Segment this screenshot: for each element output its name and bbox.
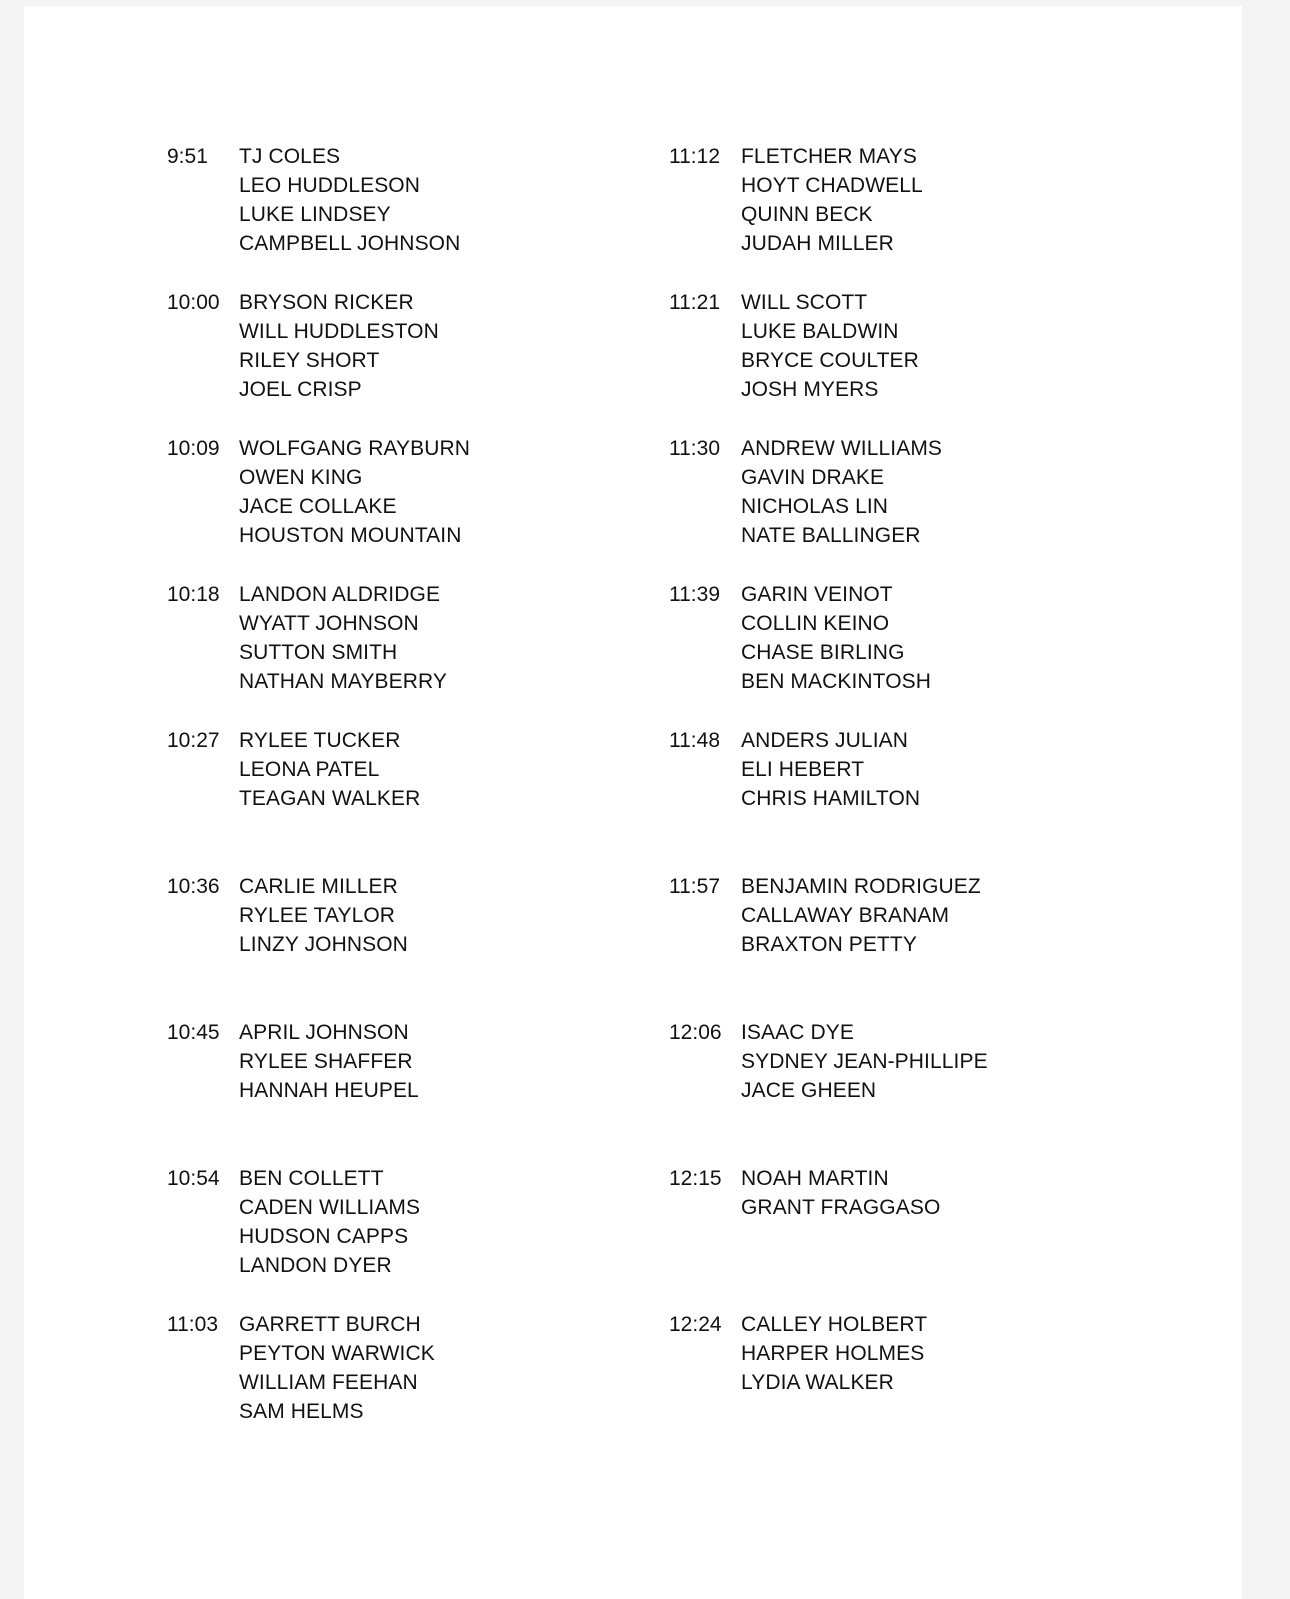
player-list <box>741 1018 988 1105</box>
player-name: RYLEE SHAFFER <box>239 1050 413 1073</box>
tee-time-group <box>669 872 1149 1018</box>
player-list <box>741 142 923 258</box>
player-name: JOSH MYERS <box>741 378 879 401</box>
player-name: APRIL JOHNSON <box>239 1021 409 1044</box>
player-list <box>239 1310 435 1426</box>
player-name: CALLEY HOLBERT <box>741 1313 928 1336</box>
tee-time-group <box>669 142 1149 288</box>
player-name: PEYTON WARWICK <box>239 1342 435 1365</box>
player-list <box>741 434 942 550</box>
player-name: GAVIN DRAKE <box>741 466 885 489</box>
tee-time: 11:21 <box>669 291 720 314</box>
tee-time-group <box>167 288 647 434</box>
player-name: SYDNEY JEAN-PHILLIPE <box>741 1050 988 1073</box>
player-name: FLETCHER MAYS <box>741 145 917 168</box>
player-name: QUINN BECK <box>741 203 873 226</box>
player-name: RYLEE TAYLOR <box>239 904 396 927</box>
tee-time: 10:45 <box>167 1021 220 1044</box>
tee-time-group <box>669 580 1149 726</box>
player-name: ANDERS JULIAN <box>741 729 909 752</box>
tee-time: 12:15 <box>669 1167 722 1190</box>
player-name: HOUSTON MOUNTAIN <box>239 524 462 547</box>
player-name: CHRIS HAMILTON <box>741 787 921 810</box>
tee-time: 12:06 <box>669 1021 722 1044</box>
player-name: HOYT CHADWELL <box>741 174 923 197</box>
schedule-column-left <box>167 142 647 1456</box>
tee-time-group <box>669 726 1149 872</box>
player-name: CADEN WILLIAMS <box>239 1196 421 1219</box>
player-list <box>239 1164 420 1280</box>
tee-time-group <box>167 1164 647 1310</box>
player-name: NATHAN MAYBERRY <box>239 670 448 693</box>
tee-time-group <box>167 726 647 872</box>
player-list <box>239 872 408 959</box>
tee-time: 10:54 <box>167 1167 220 1190</box>
player-name: SAM HELMS <box>239 1400 364 1423</box>
player-name: HANNAH HEUPEL <box>239 1079 419 1102</box>
tee-time-group <box>167 872 647 1018</box>
player-list <box>239 726 420 813</box>
player-name: RILEY SHORT <box>239 349 380 372</box>
player-name: ISAAC DYE <box>741 1021 854 1044</box>
player-name: LUKE BALDWIN <box>741 320 899 343</box>
tee-time: 10:09 <box>167 437 220 460</box>
player-list <box>741 1310 927 1397</box>
tee-time: 11:30 <box>669 437 720 460</box>
player-name: NOAH MARTIN <box>741 1167 889 1190</box>
player-list <box>741 288 919 404</box>
tee-time-group <box>167 142 647 288</box>
tee-time: 10:36 <box>167 875 220 898</box>
player-name: GARIN VEINOT <box>741 583 893 606</box>
tee-time-group <box>669 434 1149 580</box>
player-name: LANDON DYER <box>239 1254 392 1277</box>
player-name: BEN MACKINTOSH <box>741 670 932 693</box>
tee-time: 11:39 <box>669 583 720 606</box>
tee-time: 10:18 <box>167 583 220 606</box>
player-list <box>239 1018 419 1105</box>
player-list <box>741 580 931 696</box>
tee-time: 11:12 <box>669 145 720 168</box>
tee-time: 11:03 <box>167 1313 218 1336</box>
tee-time-group <box>669 1164 1149 1310</box>
tee-time-group <box>167 1018 647 1164</box>
tee-time: 10:00 <box>167 291 220 314</box>
player-name: BRYSON RICKER <box>239 291 414 314</box>
tee-time: 12:24 <box>669 1313 722 1336</box>
player-name: HUDSON CAPPS <box>239 1225 409 1248</box>
player-name: RYLEE TUCKER <box>239 729 401 752</box>
tee-time: 9:51 <box>167 145 208 168</box>
tee-time: 10:27 <box>167 729 220 752</box>
player-name: JACE COLLAKE <box>239 495 397 518</box>
tee-time: 11:57 <box>669 875 720 898</box>
tee-time-group <box>669 288 1149 434</box>
player-name: LINZY JOHNSON <box>239 933 408 956</box>
player-list <box>239 142 460 258</box>
player-name: TEAGAN WALKER <box>239 787 421 810</box>
player-name: BEN COLLETT <box>239 1167 384 1190</box>
tee-time-group <box>669 1310 1149 1456</box>
player-name: COLLIN KEINO <box>741 612 890 635</box>
tee-time-group <box>167 580 647 726</box>
player-name: GRANT FRAGGASO <box>741 1196 941 1219</box>
player-name: OWEN KING <box>239 466 363 489</box>
player-name: WOLFGANG RAYBURN <box>239 437 471 460</box>
player-list <box>741 1164 940 1222</box>
player-name: LEO HUDDLESON <box>239 174 421 197</box>
player-name: WILL SCOTT <box>741 291 868 314</box>
player-name: JOEL CRISP <box>239 378 362 401</box>
player-name: BRAXTON PETTY <box>741 933 917 956</box>
player-name: WILLIAM FEEHAN <box>239 1371 418 1394</box>
tee-time-group <box>167 1310 647 1456</box>
player-name: BENJAMIN RODRIGUEZ <box>741 875 981 898</box>
player-name: WYATT JOHNSON <box>239 612 419 635</box>
player-list <box>741 726 920 813</box>
player-list <box>239 434 470 550</box>
player-name: HARPER HOLMES <box>741 1342 925 1365</box>
tee-time-group <box>669 1018 1149 1164</box>
player-name: ANDREW WILLIAMS <box>741 437 943 460</box>
player-name: LEONA PATEL <box>239 758 380 781</box>
player-name: SUTTON SMITH <box>239 641 398 664</box>
player-name: JUDAH MILLER <box>741 232 894 255</box>
player-name: WILL HUDDLESTON <box>239 320 439 343</box>
player-name: CARLIE MILLER <box>239 875 398 898</box>
player-list <box>741 872 981 959</box>
schedule-column-right <box>669 142 1149 1456</box>
player-name: BRYCE COULTER <box>741 349 919 372</box>
player-name: LANDON ALDRIDGE <box>239 583 441 606</box>
player-name: CAMPBELL JOHNSON <box>239 232 461 255</box>
player-name: NICHOLAS LIN <box>741 495 889 518</box>
player-name: LYDIA WALKER <box>741 1371 894 1394</box>
player-list <box>239 288 439 404</box>
player-list <box>239 580 447 696</box>
player-name: LUKE LINDSEY <box>239 203 391 226</box>
tee-time-group <box>167 434 647 580</box>
player-name: CALLAWAY BRANAM <box>741 904 950 927</box>
player-name: CHASE BIRLING <box>741 641 905 664</box>
player-name: TJ COLES <box>239 145 341 168</box>
player-name: ELI HEBERT <box>741 758 865 781</box>
player-name: NATE BALLINGER <box>741 524 921 547</box>
document-page <box>24 6 1242 1599</box>
tee-time: 11:48 <box>669 729 720 752</box>
player-name: GARRETT BURCH <box>239 1313 421 1336</box>
player-name: JACE GHEEN <box>741 1079 877 1102</box>
